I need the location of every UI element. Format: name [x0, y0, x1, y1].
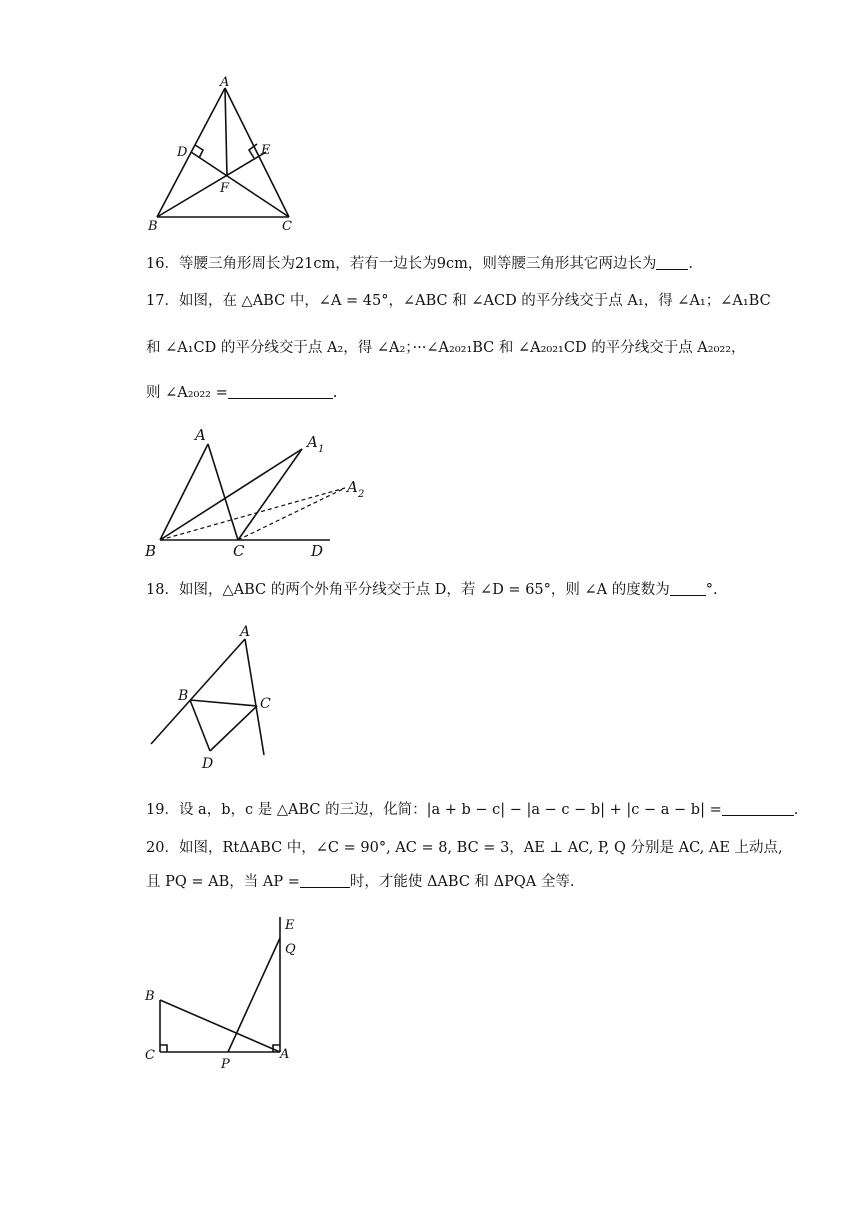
question-number: 18．	[146, 582, 179, 598]
question-17-line-3	[146, 383, 726, 403]
label-b: B	[148, 219, 158, 234]
question-text-line-2: 和 ∠A₁CD 的平分线交于点 A₂，得 ∠A₂；···∠A₂₀₂₁BC 和 ∠A₂₀₂₁CD 的平分线交于点 A₂₀₂₂，	[146, 340, 746, 356]
question-text-line-3: 则 ∠A₂₀₂₂ =	[146, 385, 228, 401]
label-a2: A	[347, 478, 358, 496]
question-text-line-1: 如图，在 △ABC 中，∠A = 45°，∠ABC 和 ∠ACD 的平分线交于点 A₁，得 ∠A₁；∠A₁BC	[178, 293, 771, 309]
label-b: B	[145, 542, 157, 560]
segment-af	[225, 88, 227, 176]
label-d: D	[311, 542, 324, 560]
label-a: A	[195, 426, 206, 444]
figure-q18	[140, 620, 290, 775]
period: .	[332, 385, 338, 401]
right-angle-c	[160, 1045, 167, 1052]
question-16	[146, 254, 726, 274]
label-a: A	[240, 624, 251, 640]
question-number: 17．	[146, 293, 179, 309]
label-a1-sub: 1	[318, 444, 325, 455]
label-c: C	[282, 219, 292, 234]
question-text: 设 a，b，c 是 △ABC 的三边，化简：|a + b − c| − |a − c − b| + |c − a − b| =	[178, 802, 722, 818]
question-text-line-1: 如图，RtΔABC 中，∠C = 90°, AC = 8, BC = 3，AE ⊥ AC, P, Q 分别是 AC, AE 上动点,	[178, 840, 783, 856]
question-text: ，若有一边长为	[335, 256, 437, 272]
segment-cd	[191, 152, 289, 217]
label-a2-sub: 2	[358, 489, 365, 500]
ray-ab-extended	[151, 639, 245, 744]
segment-cd	[210, 706, 257, 751]
question-17	[146, 291, 771, 311]
answer-blank[interactable]	[300, 873, 350, 888]
question-text: 等腰三角形周长为	[178, 256, 295, 272]
value-side: 9cm	[436, 256, 468, 272]
label-a1: A	[307, 433, 318, 451]
segment-bc	[190, 700, 257, 706]
period: .	[793, 802, 799, 818]
label-c: C	[233, 542, 245, 560]
question-19	[146, 800, 799, 820]
period: .	[688, 256, 693, 272]
question-20-line-2	[146, 872, 726, 892]
answer-blank[interactable]	[656, 255, 688, 270]
segment-pq	[228, 938, 280, 1052]
answer-blank[interactable]	[670, 581, 706, 596]
label-e: E	[285, 918, 295, 933]
segment-ba1	[160, 449, 302, 540]
question-text-line-2a: 且 PQ = AB，当 AP =	[146, 874, 300, 890]
label-a: A	[280, 1047, 290, 1062]
answer-blank[interactable]	[228, 384, 333, 399]
question-text: ，则等腰三角形其它两边长为	[467, 256, 657, 272]
question-text: 如图，△ABC 的两个外角平分线交于点 D，若 ∠D = 65°，则 ∠A 的度数为	[178, 582, 670, 598]
label-e: E	[261, 143, 271, 158]
segment-ba	[160, 1000, 280, 1052]
question-number: 19．	[146, 802, 179, 818]
value-perimeter: 21cm	[294, 256, 336, 272]
question-text-line-2b: 时，才能使 ΔABC 和 ΔPQA 全等.	[349, 874, 575, 890]
label-c: C	[260, 696, 271, 712]
figure-q20	[140, 910, 310, 1075]
question-17-line-2	[146, 338, 746, 358]
label-c: C	[145, 1048, 155, 1063]
segment-ba2	[160, 488, 345, 540]
question-18	[146, 580, 726, 600]
question-20	[146, 838, 783, 858]
degree-period: °.	[705, 582, 718, 598]
segment-bd	[190, 700, 210, 751]
question-number: 20．	[146, 840, 179, 856]
label-f: F	[220, 181, 230, 196]
label-d: D	[177, 145, 188, 160]
question-number: 16．	[146, 256, 179, 272]
segment-ba	[160, 444, 208, 540]
figure-q15	[140, 70, 320, 240]
segment-ca2	[238, 488, 345, 540]
label-q: Q	[285, 942, 296, 957]
label-p: P	[221, 1057, 230, 1072]
answer-blank[interactable]	[722, 801, 794, 816]
label-d: D	[202, 756, 214, 772]
label-b: B	[145, 989, 155, 1004]
segment-a1c	[238, 449, 302, 540]
label-a: A	[220, 75, 230, 90]
figure-q17	[140, 422, 380, 562]
side-ac	[225, 88, 289, 217]
label-b: B	[178, 688, 189, 704]
